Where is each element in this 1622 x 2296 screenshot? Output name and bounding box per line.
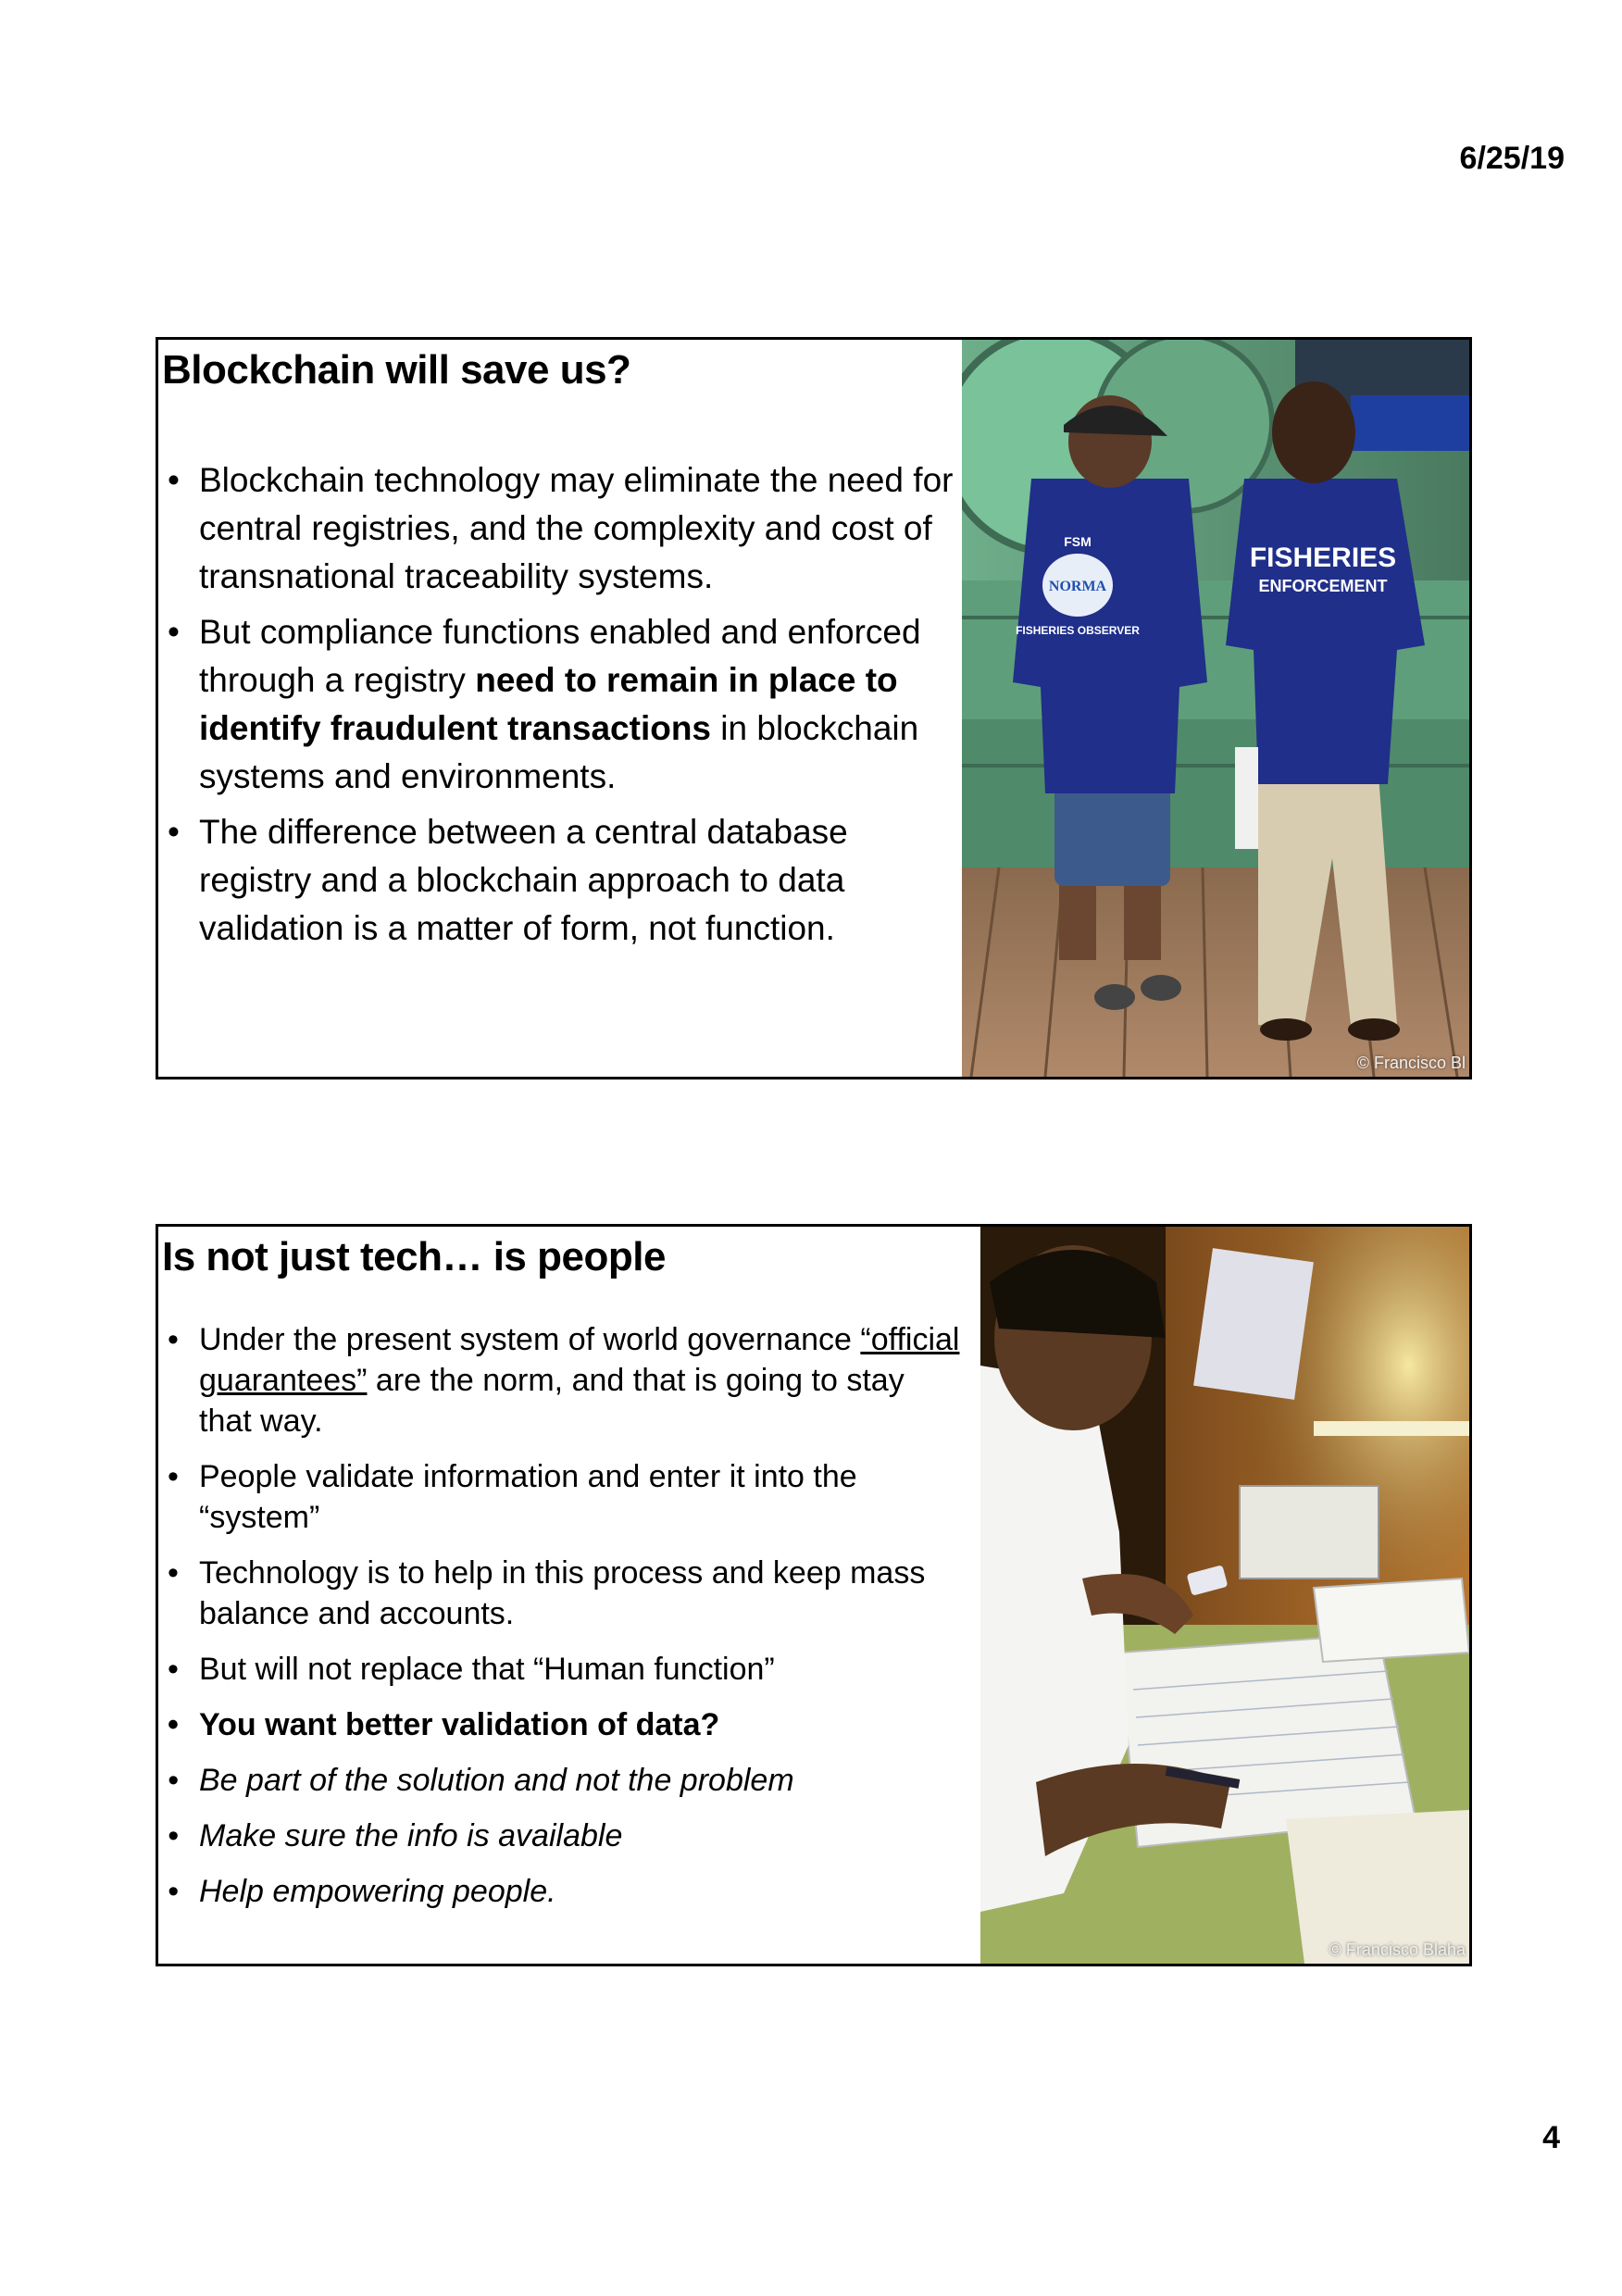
- photo-credit: © Francisco Bl: [1356, 1054, 1466, 1072]
- page-number: 4: [1542, 2120, 1560, 2155]
- underlined-phrase: “official guarantees”: [199, 1322, 960, 1398]
- slide-title: Is not just tech… is people: [162, 1234, 666, 1279]
- shirt-fisheries-text: FISHERIES: [1249, 543, 1397, 573]
- shirt-fsm-text: FSM: [1064, 534, 1092, 549]
- norma-logo-text: NORMA: [1048, 579, 1107, 594]
- bullet-item: • But will not replace that “Human function”: [158, 1649, 964, 1690]
- bullet-item: • But compliance functions enabled and enforced through a registry need to remain in place to identify fraudulent transactions in blockchain systems and environments.: [158, 608, 954, 801]
- bold-emphasis: need to remain in place to identify fraudulent transactions: [199, 661, 898, 747]
- photo-credit: © Francisco Blaha: [1329, 1940, 1466, 1959]
- bullet-list: [158, 456, 954, 960]
- bullet-item: • People validate information and enter it into the “system”: [158, 1456, 964, 1538]
- shirt-enforcement-text: ENFORCEMENT: [1258, 577, 1388, 595]
- bullet-item: • The difference between a central database registry and a blockchain approach to data validation is a matter of form, not function.: [158, 808, 954, 953]
- slide-blockchain: [156, 337, 1472, 1079]
- bullet-list: [158, 1319, 964, 1927]
- fisheries-officers-photo: [962, 340, 1469, 1077]
- bullet-item: • Technology is to help in this process and keep mass balance and accounts.: [158, 1553, 964, 1634]
- page-date: 6/25/19: [1459, 141, 1565, 176]
- slide-title: Blockchain will save us?: [162, 347, 631, 393]
- bullet-item: • Make sure the info is available: [158, 1816, 964, 1856]
- bullet-item: • Blockchain technology may eliminate the need for central registries, and the complexity and cost of transnational traceability systems.: [158, 456, 954, 601]
- bullet-item: • Under the present system of world governance “official guarantees” are the norm, and that is going to stay that way.: [158, 1319, 964, 1441]
- slide-people: [156, 1224, 1472, 1966]
- bullet-item: • You want better validation of data?: [158, 1704, 964, 1745]
- woman-writing-photo: [980, 1227, 1469, 1964]
- bullet-item: • Be part of the solution and not the problem: [158, 1760, 964, 1801]
- bullet-item: • Help empowering people.: [158, 1871, 964, 1912]
- shirt-observer-text: FISHERIES OBSERVER: [1016, 624, 1140, 637]
